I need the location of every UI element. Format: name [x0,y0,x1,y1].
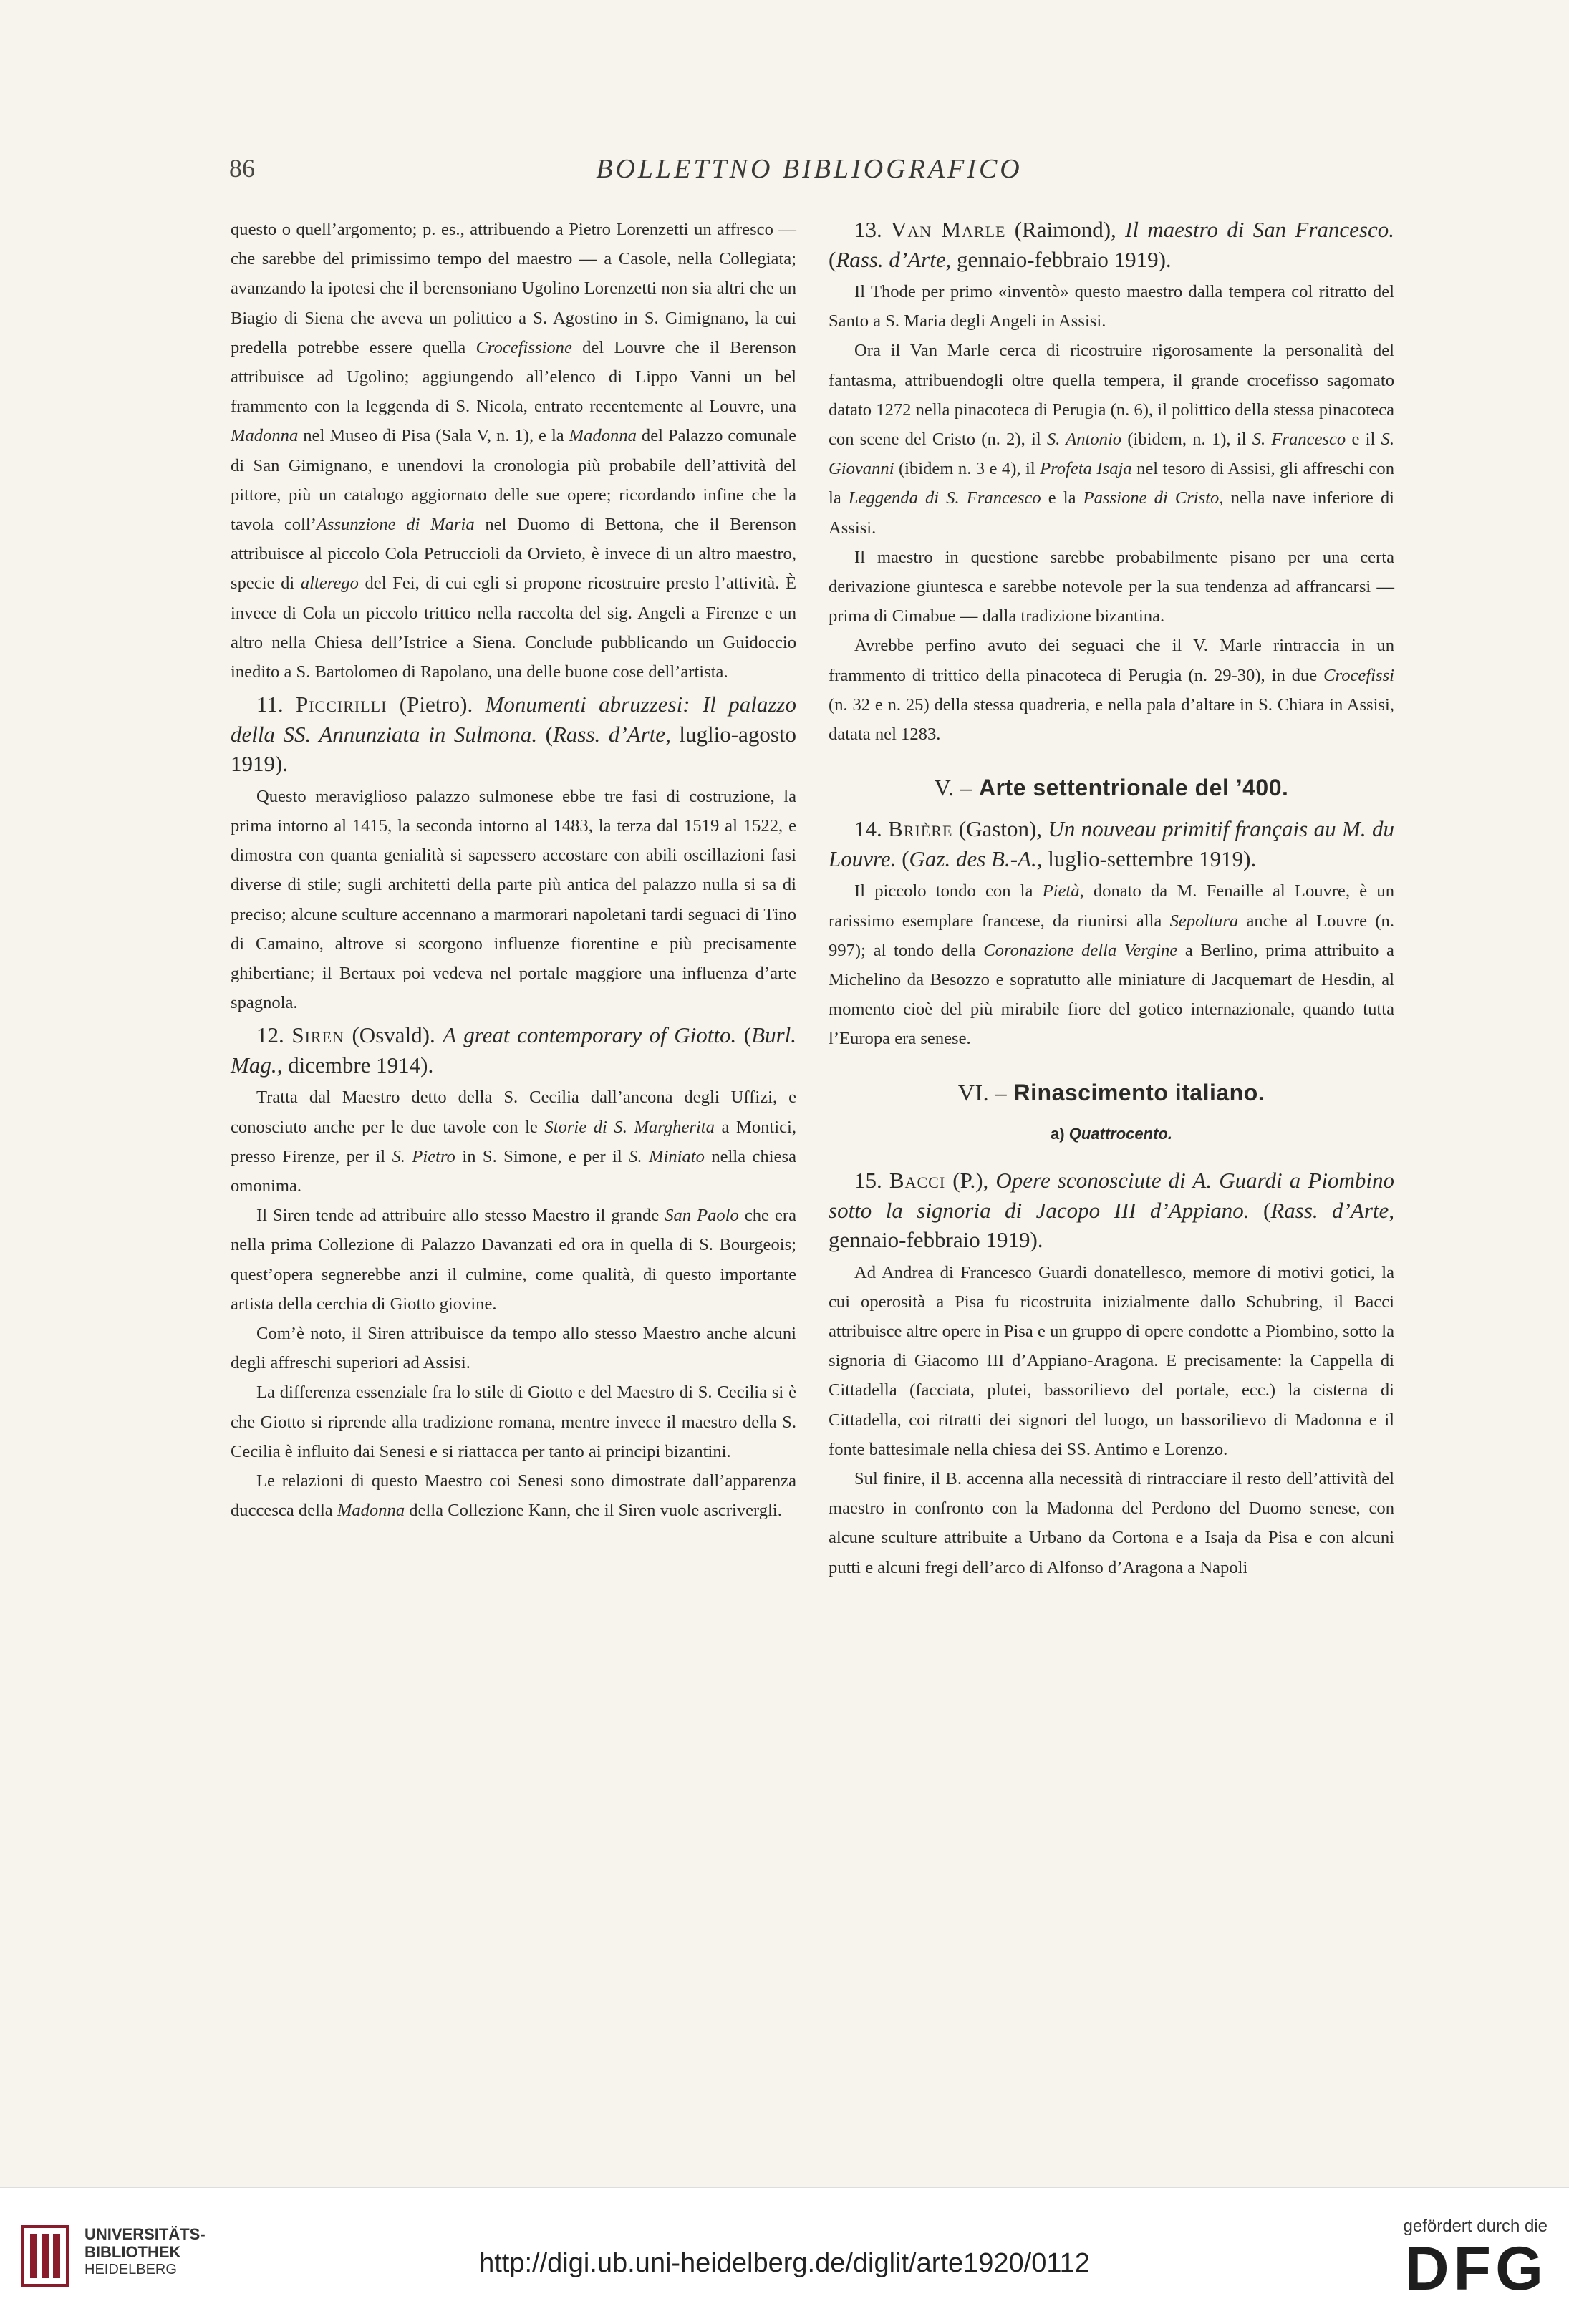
page-number: 86 [229,154,255,183]
paragraph: Il piccolo tondo con la Pietà, donato da M. Fenaille al Louvre, è un rarissimo esemplare francese, da riunirsi alla Sepoltura anche al Louvre (n. 997); al tondo della Coronazione della Vergine a Berlino, prima attribuito a Michelino da Besozzo e sopratutto alle miniature di Jacquemart de Hesdin, al momento cioè del più mirabile fiore del gotico internazionale, quando tutta l’Europa era senese. [829,881,1394,1049]
running-title: BOLLETTNO BIBLIOGRAFICO [596,154,1023,184]
bibliography-entry-15: 15. Bacci (P.), Opere sconosciute di A. Guardi a Piombino sotto la signoria di Jacopo III d’Appiano. (Rass. d’Arte, gennaio-febbraio 1919). [829,1168,1395,1253]
viewer-footer [0,2187,1569,2324]
paragraph: Il Thode per primo «inventò» questo maestro dalla tempera col ritratto del Santo a S. Maria degli Angeli in Assisi. [829,282,1394,331]
paragraph: Il maestro in questione sarebbe probabilmente pisano per una certa derivazione giuntesca e sarebbe notevole per la sua tendenza ad affrancarsi — prima di Cimabue — dalla tradizione bizantina. [829,547,1394,626]
left-column [231,215,796,1525]
bibliography-entry-11: 11. Piccirilli (Pietro). Monumenti abruzzesi: Il palazzo della SS. Annunziata in Sulmona. (Rass. d’Arte, luglio-agosto 1919). [231,692,797,777]
bibliography-entry-13: 13. Van Marle (Raimond), Il maestro di San Francesco. (Rass. d’Arte, gennaio-febbraio 1919). [829,217,1394,272]
page-header [229,153,1389,196]
paragraph: Ora il Van Marle cerca di ricostruire rigorosamente la personalità del fantasma, attribuendogli oltre quella tempera, il grande crocefisso sagomato datato 1272 nella pinacoteca di Perugia (n. 6), il polittico della stessa pinacoteca con scene del Cristo (n. 2), il S. Antonio (ibidem, n. 1), il S. Francesco e il S. Giovanni (ibidem n. 3 e 4), il Profeta Isaja nel tesoro di Assisi, gli affreschi con la Leggenda di S. Francesco e la Passione di Cristo, nella nave inferiore di Assisi. [829,341,1395,538]
library-name: UNIVERSITÄTS- BIBLIOTHEK HEIDELBERG [85,2225,206,2277]
paragraph: Com’è noto, il Siren attribuisce da tempo allo stesso Maestro anche alcuni degli affreschi superiori ad Assisi. [231,1324,796,1373]
permalink-url[interactable]: http://digi.ub.uni-heidelberg.de/diglit/arte1920/0112 [479,2248,1090,2278]
paragraph: Sul finire, il B. accenna alla necessità di rintracciare il resto dell’attività del maestro in confronto con la Madonna del Perdono del Duomo senese, con alcune sculture attribuite a Urbano da Cortona e a Isaja da Pisa e con alcuni putti e alcuni fregi dell’arco di Alfonso d’Aragona a Napoli [829,1469,1394,1577]
section-heading-v: V. – Arte settentrionale del ’400. [934,775,1289,801]
paragraph: Tratta dal Maestro detto della S. Cecilia dall’ancona degli Uffizi, e conosciuto anche per le due tavole con le Storie di S. Margherita a Montici, presso Firenze, per il S. Pietro in S. Simone, e per il S. Miniato nella chiesa omonima. [231,1088,796,1196]
right-column [829,215,1394,1582]
paragraph: Questo meraviglioso palazzo sulmonese ebbe tre fasi di costruzione, la prima intorno al 1415, la seconda intorno al 1483, la terza dal 1519 al 1522, e dimostra con quanta genialità si sapessero accostare con abili oscillazioni fasi diverse di stile; sugli architetti della parte più antica del palazzo nulla si sa di preciso; alcune sculture accennano a marmorari napoletani tardi seguaci di Tino di Camaino, altrove si scorgono influenze fiorentine e più precisamente ghibertiane; il Bertaux poi vedeva nel portale maggiore una influenza d’arte spagnola. [231,786,796,1013]
paragraph: Le relazioni di questo Maestro coi Senesi sono dimostrate dall’apparenza duccesca della Madonna della Collezione Kann, che il Siren vuole ascrivergli. [231,1471,796,1521]
paragraph: La differenza essenziale fra lo stile di Giotto e del Maestro di S. Cecilia si è che Giotto si riprende alla tradizione romana, mentre invece il maestro della S. Cecilia è influito dai Senesi e si riattacca per tanto ai principi bizantini. [231,1383,796,1461]
bibliography-entry-14: 14. Brière (Gaston), Un nouveau primitif français au M. du Louvre. (Gaz. des B.-A., luglio-settembre 1919). [829,816,1395,871]
bibliography-entry-12: 12. Siren (Osvald). A great contemporary of Giotto. (Burl. Mag., dicembre 1914). [231,1022,797,1078]
paragraph: Ad Andrea di Francesco Guardi donatellesco, memore di motivi gotici, la cui operosità a Pisa fu ricostruita inizialmente dallo Schubring, il Bacci attribuisce altre opere in Pisa e un gruppo di opere condotte a Piombino, sotto la signoria di Giacomo III d’Appiano-Aragona. E precisamente: la Cappella di Cittadella (facciata, plutei, bassorilievo del portale, ecc.) la cisterna di Cittadella, coi ritratti dei signori del luogo, un bassorilievo di Madonna e il fonte battesimale nella chiesa dei SS. Antimo e Lorenzo. [829,1262,1394,1459]
paragraph: Il Siren tende ad attribuire allo stesso Maestro il grande San Paolo che era nella prima Collezione di Palazzo Davanzati ed ora in quella di S. Bourgeois; quest’opera segnerebbe anzi il culmine, come qualità, di questo importante artista della cerchia di Giotto giovine. [231,1206,796,1314]
subsection-heading: a) Quattrocento. [1051,1124,1172,1143]
paragraph: Avrebbe perfino avuto dei seguaci che il V. Marle rintraccia in un frammento di trittico della pinacoteca di Perugia (n. 29-30), in due Crocefissi (n. 32 e n. 25) della stessa quadreria, e nella pala d’altare in S. Chiara in Assisi, datata nel 1283. [829,636,1394,745]
funding-credit: gefördert durch die DFG [1403,2217,1548,2303]
dfg-logo: DFG [1404,2235,1548,2303]
paragraph: questo o quell’argomento; p. es., attribuendo a Pietro Lorenzetti un affresco — che sarebbe del primissimo tempo del maestro — a Casole, nella Collegiata; avanzando la ipotesi che il berensoniano Ugolino Lorenzetti non sia altri che un Biagio di Siena che aveva un polittico a S. Agostino in S. Gimignano, la cui predella potrebbe essere quella Crocefissione del Louvre che il Berenson attribuisce ad Ugolino; aggiungendo all’elenco di Lippo Vanni un bel frammento con la leggenda di S. Nicola, entrato recentemente al Louvre, una Madonna nel Museo di Pisa (Sala V, n. 1), e la Madonna del Palazzo comunale di San Gimignano, e unendovi la cronologia più probabile dell’attività del pittore, più un catalogo aggiornato delle sue opere; ricordando infine che la tavola coll’Assunzione di Maria nel Duomo di Bettona, che il Berenson attribuisce al piccolo Cola Petruccioli da Orvieto, è invece di un altro maestro, specie di alterego del Fei, di cui egli si propone ricostruire presto l’attività. È invece di Cola un piccolo trittico nella raccolta del sig. Angeli a Firenze e un altro nella Chiesa dell’Istrice a Siena. Conclude pubblicando un Guidoccio inedito a S. Bartolomeo di Rapolano, una delle buone cose dell’artista. [231,220,796,682]
section-heading-vi: VI. – Rinascimento italiano. [957,1079,1265,1105]
